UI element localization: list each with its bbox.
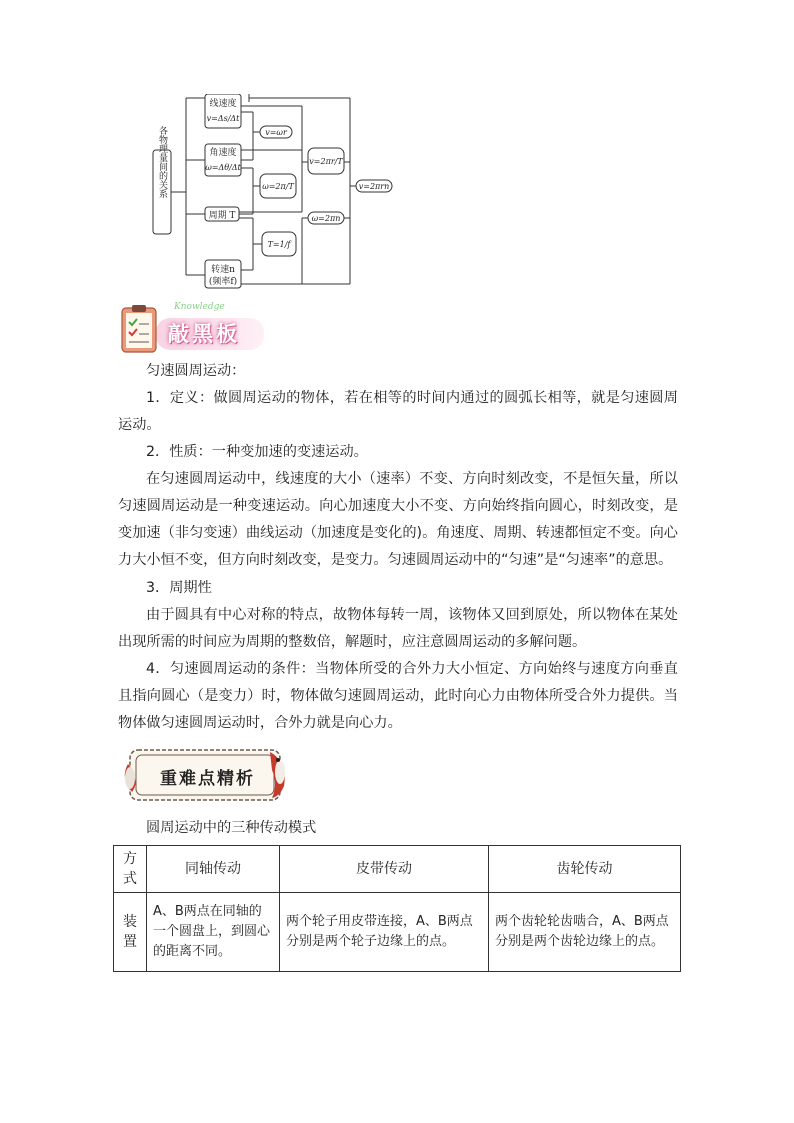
v-omega-r-formula: v=ωr (265, 128, 287, 137)
section2-heading (118, 815, 678, 842)
T-1-f-formula: T=1/f (267, 240, 291, 249)
knowledge-banner (116, 300, 266, 356)
banner2-title: 重难点精析 (160, 769, 255, 789)
periodicity-text: 由于圆具有中心对称的特点，故物体每转一周，该物体又回到原处，所以物体在某处出现所需的时间应为周期的整数倍，解题时，应注意圆周运动的多解问题。 (118, 607, 678, 650)
paragraph-explanation (118, 466, 678, 574)
omega-2pin-formula: ω=2πn (311, 214, 341, 223)
v-2pir-T-formula: v=2πr/T (309, 157, 343, 166)
period-label: 周期 T (208, 211, 236, 221)
paragraph-definition (118, 385, 678, 439)
heading-text: 匀速圆周运动： (146, 363, 246, 379)
transmission-table (113, 845, 681, 972)
linear-speed-label: 线速度 (209, 99, 237, 109)
diagram-left-label: 各物理量间的关系 (157, 126, 167, 198)
section-heading (118, 358, 678, 385)
periodicity-heading-text: 3．周期性 (146, 580, 212, 596)
condition-text: 4．匀速圆周运动的条件：当物体所受的合外力大小恒定、方向始终与速度方向垂直且指向圆心（是变力）时，物体做匀速圆周运动，此时向心力由物体所受合外力提供。当物体做匀速圆周运动时，合外力就是向心力。 (118, 661, 678, 731)
cell-belt: 两个轮子用皮带连接，A、B两点分别是两个轮子边缘上的点。 (280, 893, 489, 972)
row-label: 装置 (114, 893, 147, 972)
rotation-speed-label: 转速n (211, 265, 235, 275)
cell-gear: 两个齿轮轮齿啮合，A、B两点分别是两个齿轮边缘上的点。 (489, 893, 681, 972)
property-text: 2．性质：一种变加速的变速运动。 (146, 444, 368, 460)
paragraph-periodicity (118, 602, 678, 656)
paragraph-condition (118, 656, 678, 737)
banner-title: 敲黑板 (168, 321, 240, 346)
section2-heading-text: 圆周运动中的三种传动模式 (146, 820, 317, 836)
angular-speed-label: 角速度 (209, 148, 237, 158)
omega-2pi-T-formula: ω=2π/T (262, 182, 294, 191)
header-belt: 皮带传动 (280, 846, 489, 893)
banner-subtitle: Knowledge (174, 302, 225, 312)
paragraph-periodicity-heading (118, 575, 678, 602)
angular-speed-formula: ω=Δθ/Δt (205, 163, 241, 172)
frequency-label: (频率f) (208, 277, 238, 287)
relationship-diagram (150, 94, 400, 290)
definition-text: 1．定义：做圆周运动的物体，若在相等的时间内通过的圆弧长相等，就是匀速圆周运动。 (118, 390, 678, 433)
header-gear: 齿轮传动 (489, 846, 681, 893)
v-2pirn-formula: v=2πrn (358, 182, 390, 191)
cell-coaxial: A、B两点在同轴的一个圆盘上，到圆心的距离不同。 (147, 893, 280, 972)
paragraph-property (118, 439, 678, 466)
explanation-text: 在匀速圆周运动中，线速度的大小（速率）不变、方向时刻改变，不是恒矢量，所以匀速圆周运动是一种变速运动。向心加速度大小不变、方向始终指向圆心，时刻改变，是变加速（非匀变速）曲线运动（加速度是变化的)。角速度、周期、转速都恒定不变。向心力大小恒不变，但方向时刻改变，是变力。匀速圆周运动中的“匀速”是“匀速率”的意思。 (118, 471, 678, 568)
header-mode: 方式 (114, 846, 147, 893)
table-row (114, 893, 681, 972)
key-points-banner (120, 744, 295, 806)
table-header-row (114, 846, 681, 893)
header-coaxial: 同轴传动 (147, 846, 280, 893)
linear-speed-formula: v=Δs/Δt (206, 114, 240, 123)
